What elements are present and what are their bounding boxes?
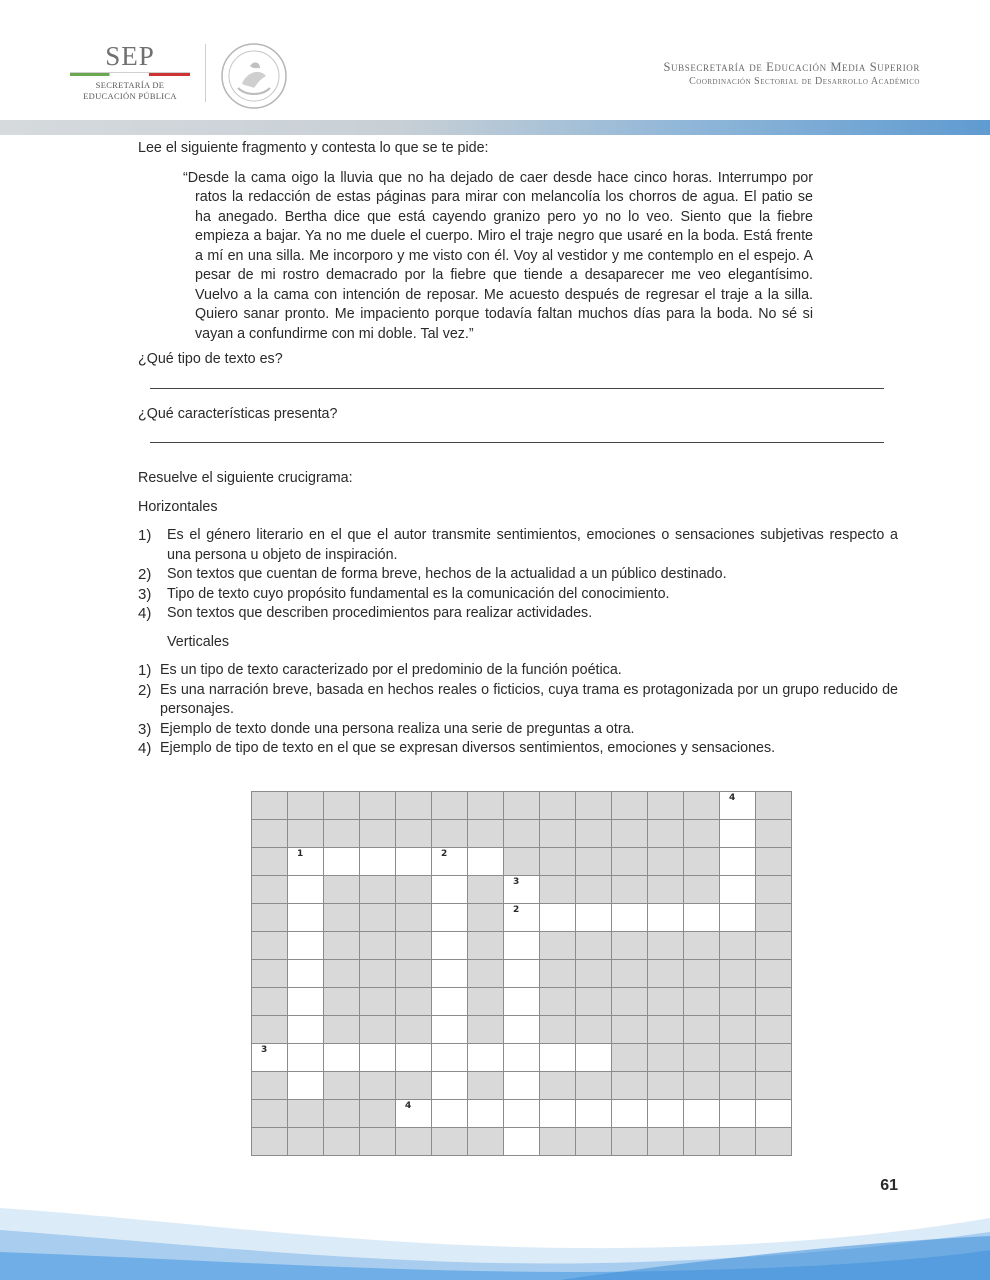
crossword-block — [324, 904, 360, 932]
crossword-cell[interactable] — [504, 1100, 540, 1128]
crossword-block — [468, 988, 504, 1016]
crossword-cell[interactable] — [720, 820, 756, 848]
crossword-cell[interactable] — [684, 904, 720, 932]
crossword-cell[interactable] — [504, 960, 540, 988]
crossword-block — [576, 876, 612, 904]
crossword-row — [252, 988, 792, 1016]
crossword-row — [252, 960, 792, 988]
crossword-block — [684, 792, 720, 820]
crossword-block — [288, 1100, 324, 1128]
crossword-block — [360, 820, 396, 848]
crossword-block — [252, 960, 288, 988]
horizontal-clue: 4) Son textos que describen procedimientos para realizar actividades. — [138, 605, 593, 622]
crossword-block — [540, 1072, 576, 1100]
crossword-block — [576, 1128, 612, 1156]
crossword-block — [756, 820, 792, 848]
horizontal-clues-list — [138, 526, 898, 624]
crossword-block — [396, 988, 432, 1016]
crossword-block — [540, 792, 576, 820]
crossword-block — [684, 1128, 720, 1156]
crossword-block — [504, 820, 540, 848]
horizontal-clue: 2) Son textos que cuentan de forma breve, hechos de la actualidad a un público destinado. — [138, 566, 727, 583]
crossword-row — [252, 1016, 792, 1044]
crossword-cell[interactable] — [504, 1072, 540, 1100]
crossword-cell[interactable] — [432, 1044, 468, 1072]
crossword-block — [396, 792, 432, 820]
crossword-cell[interactable] — [540, 904, 576, 932]
crossword-block — [288, 792, 324, 820]
crossword-cell[interactable] — [432, 1016, 468, 1044]
page-content — [138, 137, 898, 759]
crossword-block — [360, 1100, 396, 1128]
crossword-block — [756, 988, 792, 1016]
crossword-clue-number: 3 — [513, 877, 520, 887]
sep-logo — [70, 42, 190, 102]
crossword-block — [648, 1072, 684, 1100]
crossword-block — [360, 1072, 396, 1100]
crossword-block — [576, 848, 612, 876]
crossword-block — [684, 820, 720, 848]
crossword-block — [540, 932, 576, 960]
crossword-block — [612, 960, 648, 988]
literary-quote: “Desde la cama oigo la lluvia que no ha dejado de caer desde hace cinco horas. Interrumpo por ratos la redacción de estas páginas para mirar con melancolía los chorros de agua. El patio se ha anegado. Bertha dice que está cayendo granizo pero yo no lo veo. Siento que la fiebre empieza a bajar. Ya no me duele el cuerpo. Miro el traje negro que usaré en la boda. Está frente a mí en una silla. Me incorporo y me visto con él. Voy al vestidor y me contemplo en el espejo. A pesar de mi rostro demacrado por la fiebre que tiende a desaparecer me veo elegantísimo. Vuelvo a la cama con intención de reposar. Me acuesto después de regresar el traje a la silla. Quiero sanar pronto. Me impaciento porque todavía faltan muchos días para la boda. No sé si vayan a confundirme con mi doble. Tal vez.” — [183, 169, 813, 342]
crossword-block — [324, 1072, 360, 1100]
flag-stripe — [70, 72, 190, 76]
crossword-block — [252, 1128, 288, 1156]
crossword-block — [540, 848, 576, 876]
crossword-block — [648, 876, 684, 904]
crossword-block — [576, 820, 612, 848]
crossword-cell[interactable] — [576, 1044, 612, 1072]
crossword-block — [648, 1128, 684, 1156]
crossword-cell[interactable] — [288, 1044, 324, 1072]
crossword-block — [324, 792, 360, 820]
crossword-cell[interactable] — [360, 1044, 396, 1072]
horizontal-clue: 1) Es el género literario en el que el autor transmite sentimientos, emociones o sensaciones subjetivas respecto a una persona u objeto de inspiración. — [138, 527, 898, 563]
crossword-cell[interactable] — [576, 904, 612, 932]
crossword-cell[interactable] — [288, 988, 324, 1016]
crossword-block — [504, 792, 540, 820]
crossword-block — [756, 1072, 792, 1100]
crossword-block — [648, 792, 684, 820]
crossword-cell[interactable] — [504, 904, 540, 932]
crossword-cell[interactable] — [432, 876, 468, 904]
crossword-block — [720, 1072, 756, 1100]
crossword-block — [648, 960, 684, 988]
crossword-cell[interactable] — [252, 1044, 288, 1072]
crossword-block — [252, 1072, 288, 1100]
crossword-block — [576, 960, 612, 988]
crossword-cell[interactable] — [432, 1100, 468, 1128]
crossword-block — [360, 932, 396, 960]
crossword-cell[interactable] — [648, 904, 684, 932]
crossword-block — [468, 1016, 504, 1044]
crossword-cell[interactable] — [720, 876, 756, 904]
crossword-block — [252, 848, 288, 876]
crossword-block — [684, 932, 720, 960]
crossword-cell[interactable] — [288, 1072, 324, 1100]
crossword-block — [756, 792, 792, 820]
crossword-row — [252, 1128, 792, 1156]
crossword-block — [252, 904, 288, 932]
crossword-cell[interactable] — [288, 1016, 324, 1044]
crossword-block — [468, 876, 504, 904]
crossword-block — [540, 988, 576, 1016]
crossword-block — [684, 1044, 720, 1072]
crossword-cell[interactable] — [504, 1044, 540, 1072]
crossword-cell[interactable] — [504, 1128, 540, 1156]
crossword-block — [612, 792, 648, 820]
crossword-clue-number: 4 — [405, 1101, 412, 1111]
vertical-clue: 1) Es un tipo de texto caracterizado por el predominio de la función poética. — [138, 662, 622, 679]
crossword-block — [432, 820, 468, 848]
crossword-block — [612, 848, 648, 876]
sep-logo-subtitle-2: EDUCACIÓN PÚBLICA — [83, 91, 177, 101]
crossword-block — [324, 820, 360, 848]
crossword-cell[interactable] — [720, 792, 756, 820]
crossword-cell[interactable] — [432, 960, 468, 988]
crossword-cell[interactable] — [612, 904, 648, 932]
crossword-block — [288, 820, 324, 848]
crossword-block — [648, 1044, 684, 1072]
crossword-grid — [251, 791, 792, 1156]
crossword-cell[interactable] — [576, 1100, 612, 1128]
crossword-cell[interactable] — [684, 1100, 720, 1128]
crossword-block — [468, 1072, 504, 1100]
vertical-clue: 3) Ejemplo de texto donde una persona realiza una serie de preguntas a otra. — [138, 720, 635, 738]
crossword-block — [684, 848, 720, 876]
crossword-row — [252, 876, 792, 904]
crossword-block — [432, 1128, 468, 1156]
crossword-cell[interactable] — [504, 1016, 540, 1044]
crossword-block — [612, 1016, 648, 1044]
crossword-block — [396, 960, 432, 988]
crossword-block — [756, 932, 792, 960]
crossword-cell[interactable] — [396, 848, 432, 876]
crossword-row — [252, 932, 792, 960]
crossword-block — [252, 792, 288, 820]
crossword-block — [756, 1044, 792, 1072]
crossword-row — [252, 1100, 792, 1128]
crossword-block — [612, 932, 648, 960]
crossword-block — [612, 1072, 648, 1100]
crossword-block — [396, 876, 432, 904]
crossword-block — [648, 848, 684, 876]
crossword-block — [324, 1128, 360, 1156]
crossword-block — [720, 960, 756, 988]
crossword-row — [252, 820, 792, 848]
crossword-block — [252, 988, 288, 1016]
crossword-block — [396, 1128, 432, 1156]
crossword-block — [360, 1016, 396, 1044]
crossword-row — [252, 1072, 792, 1100]
crossword-block — [540, 876, 576, 904]
horizontales-heading: Horizontales — [138, 498, 218, 515]
crossword-block — [396, 904, 432, 932]
crossword-block — [756, 960, 792, 988]
header-band — [0, 120, 990, 135]
crossword-block — [396, 932, 432, 960]
crossword-block — [468, 904, 504, 932]
vertical-clues-list — [138, 661, 898, 759]
crossword-cell[interactable] — [468, 848, 504, 876]
crossword-block — [684, 960, 720, 988]
vertical-clue: 2) Es una narración breve, basada en hechos reales o ficticios, cuya trama es protagonizada por un grupo reducido de personajes. — [138, 681, 898, 717]
crossword-cell[interactable] — [288, 876, 324, 904]
crossword-block — [360, 1128, 396, 1156]
crossword-block — [576, 1016, 612, 1044]
crossword-cell[interactable] — [540, 1100, 576, 1128]
crossword-clue-number: 3 — [261, 1045, 268, 1055]
crossword-clue-number: 4 — [729, 793, 736, 803]
crossword-cell[interactable] — [396, 1100, 432, 1128]
crossword-cell[interactable] — [288, 932, 324, 960]
crossword-block — [252, 1016, 288, 1044]
crossword-block — [252, 932, 288, 960]
crossword-cell[interactable] — [324, 1044, 360, 1072]
crossword-cell[interactable] — [720, 904, 756, 932]
horizontal-clue: 3) Tipo de texto cuyo propósito fundamental es la comunicación del conocimiento. — [138, 585, 670, 603]
crossword-row — [252, 1044, 792, 1072]
crossword-block — [360, 960, 396, 988]
crossword-block — [648, 820, 684, 848]
answer-line-2[interactable] — [150, 442, 884, 443]
crossword-block — [324, 1016, 360, 1044]
crossword-cell[interactable] — [288, 960, 324, 988]
national-seal-icon — [220, 42, 288, 110]
vertical-clue: 4) Ejemplo de tipo de texto en el que se expresan diversos sentimientos, emociones y sensaciones. — [138, 740, 776, 757]
crossword-block — [468, 1128, 504, 1156]
page-number: 61 — [880, 1177, 898, 1194]
crossword-block — [540, 820, 576, 848]
crossword-block — [396, 1072, 432, 1100]
crossword-cell[interactable] — [540, 1044, 576, 1072]
crossword-cell[interactable] — [432, 848, 468, 876]
crossword-block — [756, 876, 792, 904]
crossword-cell[interactable] — [432, 988, 468, 1016]
crossword-block — [360, 876, 396, 904]
header-organization — [663, 60, 920, 87]
crossword-cell[interactable] — [720, 848, 756, 876]
crossword-block — [324, 988, 360, 1016]
crossword-block — [324, 960, 360, 988]
crossword-block — [360, 792, 396, 820]
crossword-block — [612, 876, 648, 904]
crossword-block — [252, 820, 288, 848]
crossword-block — [612, 988, 648, 1016]
crossword-cell[interactable] — [612, 1100, 648, 1128]
question-characteristics: ¿Qué características presenta? — [138, 405, 338, 422]
crossword-instruction: Resuelve el siguiente crucigrama: — [138, 470, 353, 486]
crossword-block — [612, 1128, 648, 1156]
crossword-block — [396, 1016, 432, 1044]
crossword-cell[interactable] — [432, 904, 468, 932]
crossword-block — [540, 1016, 576, 1044]
verticales-heading: Verticales — [167, 633, 229, 650]
sep-logo-subtitle-1: SECRETARÍA DE — [95, 80, 165, 90]
crossword-cell[interactable] — [648, 1100, 684, 1128]
crossword-block — [720, 1016, 756, 1044]
crossword-block — [540, 1128, 576, 1156]
crossword-block — [612, 1044, 648, 1072]
crossword-block — [540, 960, 576, 988]
crossword-block — [576, 792, 612, 820]
crossword-cell[interactable] — [432, 1072, 468, 1100]
sep-logo-text: SEP — [105, 41, 155, 71]
crossword-cell[interactable] — [468, 1044, 504, 1072]
crossword-block — [612, 820, 648, 848]
crossword-clue-number: 2 — [513, 905, 520, 915]
footer-waves — [0, 1190, 990, 1280]
crossword-block — [288, 1128, 324, 1156]
crossword-block — [756, 848, 792, 876]
crossword-block — [720, 988, 756, 1016]
crossword-block — [252, 1100, 288, 1128]
crossword-block — [756, 1016, 792, 1044]
crossword-cell[interactable] — [396, 1044, 432, 1072]
crossword-block — [648, 988, 684, 1016]
crossword-block — [252, 876, 288, 904]
question-text-type: ¿Qué tipo de texto es? — [138, 351, 283, 367]
crossword-block — [396, 820, 432, 848]
org-line-2: Coordinación Sectorial de Desarrollo Académico — [689, 76, 920, 87]
crossword-block — [432, 792, 468, 820]
logo-divider — [205, 44, 206, 102]
crossword-block — [720, 1044, 756, 1072]
answer-line-1[interactable] — [150, 388, 884, 389]
crossword-cell[interactable] — [288, 848, 324, 876]
crossword-cell[interactable] — [324, 848, 360, 876]
org-line-1: Subsecretaría de Educación Media Superior — [663, 60, 920, 74]
crossword-block — [756, 1128, 792, 1156]
crossword-row — [252, 904, 792, 932]
crossword-block — [648, 932, 684, 960]
crossword-row — [252, 848, 792, 876]
crossword-block — [324, 932, 360, 960]
crossword-block — [468, 932, 504, 960]
crossword-block — [720, 1128, 756, 1156]
crossword-cell[interactable] — [504, 876, 540, 904]
crossword-cell[interactable] — [756, 1100, 792, 1128]
crossword-block — [504, 848, 540, 876]
crossword-block — [468, 820, 504, 848]
crossword-row — [252, 792, 792, 820]
crossword-cell[interactable] — [360, 848, 396, 876]
crossword-cell[interactable] — [504, 988, 540, 1016]
crossword-block — [468, 792, 504, 820]
crossword-block — [648, 1016, 684, 1044]
crossword-cell[interactable] — [468, 1100, 504, 1128]
crossword-block — [720, 932, 756, 960]
crossword-block — [576, 1072, 612, 1100]
crossword-block — [360, 904, 396, 932]
crossword-cell[interactable] — [288, 904, 324, 932]
crossword-cell[interactable] — [720, 1100, 756, 1128]
crossword-block — [684, 988, 720, 1016]
crossword-clue-number: 2 — [441, 849, 448, 859]
crossword-block — [684, 876, 720, 904]
crossword-block — [360, 988, 396, 1016]
crossword-block — [468, 960, 504, 988]
page-header — [0, 0, 990, 120]
crossword-block — [684, 1016, 720, 1044]
crossword-block — [756, 904, 792, 932]
crossword-block — [324, 1100, 360, 1128]
crossword-block — [684, 1072, 720, 1100]
crossword-block — [324, 876, 360, 904]
crossword-cell[interactable] — [504, 932, 540, 960]
crossword-clue-number: 1 — [297, 849, 304, 859]
crossword-cell[interactable] — [432, 932, 468, 960]
instruction-text: Lee el siguiente fragmento y contesta lo que se te pide: — [138, 140, 489, 156]
crossword-block — [576, 932, 612, 960]
crossword-block — [576, 988, 612, 1016]
